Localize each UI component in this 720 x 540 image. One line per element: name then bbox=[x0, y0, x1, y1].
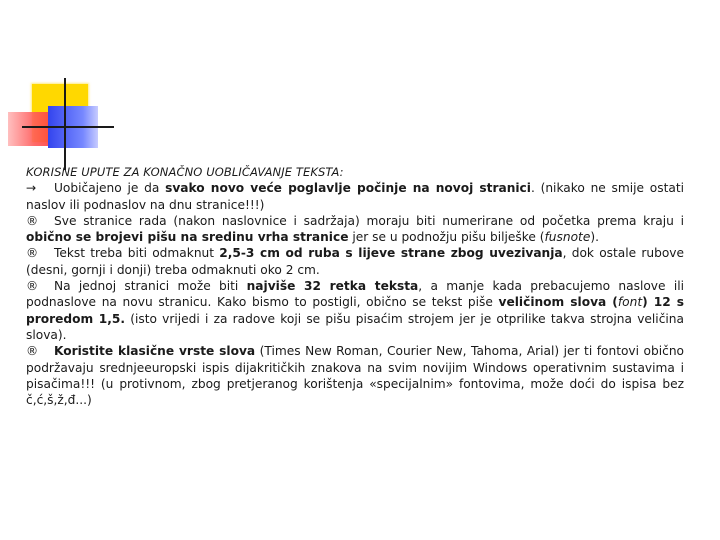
horizontal-line bbox=[22, 126, 114, 128]
bullet-marker: ® bbox=[26, 213, 39, 228]
body-text: Na jednoj stranici može biti bbox=[54, 279, 247, 294]
bold-text: 2,5-3 cm od ruba s lijeve strane zbog uvezivanja bbox=[219, 246, 563, 261]
body-text: jer se u podnožju pišu bilješke ( bbox=[348, 230, 545, 245]
list-item bbox=[26, 180, 684, 213]
body-text: Sve stranice rada (nakon naslovnice i sadržaja) moraju biti numerirane od početka prema kraju i bbox=[54, 213, 684, 228]
bold-text: obično se brojevi pišu na sredinu vrha stranice bbox=[26, 230, 349, 245]
body-text: . (nikako ne smije ostati naslov ili podnaslov na dnu stranice!!!) bbox=[26, 181, 685, 212]
list-item bbox=[26, 245, 684, 278]
list-item bbox=[26, 278, 684, 343]
bold-text: najviše 32 retka teksta bbox=[246, 279, 419, 294]
instructions-heading: KORISNE UPUTE ZA KONAČNO UOBLIČAVANJE TEKSTA: bbox=[26, 165, 344, 179]
bold-text: ) 12 s proredom 1,5. bbox=[26, 295, 684, 326]
body-text: (Times New Roman, Courier New, Tahoma, Arial) jer ti fontovi obično podržavaju srednjeeuropski ispis dijakritičkih znakova na svim novijim Windows operativnim sustavima i pisačima!!! (u protivnom, zbog pretjeranog korištenja «specijalnim» fontovima, može doći do ispisa bez č,ć,š,ž,đ...) bbox=[26, 344, 684, 408]
bullet-marker: ® bbox=[26, 279, 39, 294]
instructions-list bbox=[26, 180, 684, 408]
bold-text: veličinom slova ( bbox=[498, 295, 618, 310]
instructions-text bbox=[26, 164, 684, 408]
body-text: (isto vrijedi i za radove koji se pišu pisaćim strojem jer je otprilike takva strojna veličina slova). bbox=[26, 311, 684, 342]
list-item bbox=[26, 213, 684, 246]
bullet-marker: ® bbox=[26, 246, 39, 261]
body-text: , dok ostale rubove (desni, gornji i donji) treba odmaknuti oko 2 cm. bbox=[26, 246, 684, 277]
body-text: Uobičajeno je da bbox=[54, 181, 166, 196]
color-blocks-logo bbox=[0, 0, 110, 160]
bullet-marker: ® bbox=[26, 344, 39, 359]
italic-text: font bbox=[617, 295, 643, 310]
body-text: , a manje kada prebacujemo naslove ili podnaslove na novu stranicu. Kako bismo to postigli, obično se tekst piše bbox=[26, 279, 684, 310]
bold-text: Koristite klasične vrste slova bbox=[54, 344, 256, 359]
vertical-line bbox=[64, 78, 66, 170]
bullet-marker: → bbox=[26, 181, 37, 196]
italic-text: fusnote bbox=[544, 230, 591, 245]
body-text: ). bbox=[590, 230, 599, 245]
bold-text: svako novo veće poglavlje počinje na novoj stranici bbox=[165, 181, 531, 196]
list-item bbox=[26, 343, 684, 408]
body-text: Tekst treba biti odmaknut bbox=[54, 246, 220, 261]
